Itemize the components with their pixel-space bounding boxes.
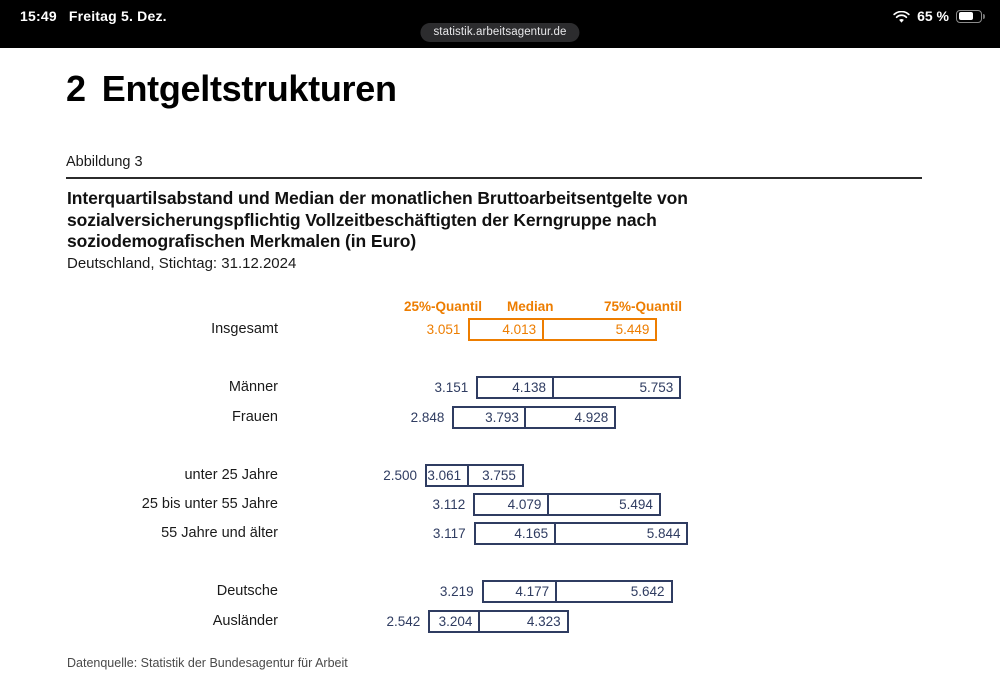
- status-bar-right: [893, 8, 982, 24]
- chart-row: [0, 522, 1000, 546]
- q75-box: [552, 376, 682, 399]
- battery-percent-label: 65 %: [917, 8, 949, 24]
- chapter-number: 2: [66, 68, 86, 109]
- q25-value: 3.151: [434, 380, 469, 395]
- q75-value: 4.928: [574, 410, 609, 425]
- q75-box: [547, 493, 661, 516]
- median-value: 4.013: [502, 322, 537, 337]
- row-label: Männer: [228, 379, 278, 395]
- row-label: 55 Jahre und älter: [161, 525, 278, 541]
- q25-value: 3.117: [432, 526, 466, 541]
- chart-row: [0, 610, 1000, 634]
- battery-fill: [959, 12, 974, 20]
- wifi-icon: [893, 11, 910, 24]
- q75-box: [478, 610, 569, 633]
- figure-title: Interquartilsabstand und Median der monatlichen Bruttoarbeitsentgelte von sozialversicherungspflichtig Vollzeitbeschäftigten der Kerngruppe nach soziodemografischen Merkmalen (in Euro): [67, 188, 688, 251]
- row-label: unter 25 Jahre: [184, 467, 278, 483]
- document-page: [0, 48, 1000, 689]
- legend-item: 25%-Quantil: [404, 299, 483, 314]
- chart-row: [0, 406, 1000, 430]
- legend-item: Median: [507, 299, 554, 314]
- status-bar: [0, 0, 1000, 48]
- median-value: 3.793: [485, 410, 519, 425]
- q75-value: 5.753: [639, 380, 674, 395]
- row-label: 25 bis unter 55 Jahre: [141, 496, 278, 512]
- median-box: [468, 318, 544, 341]
- q75-value: 5.494: [619, 497, 653, 512]
- q25-value: 3.051: [426, 322, 461, 337]
- row-label: Frauen: [232, 409, 278, 425]
- median-box: [452, 406, 526, 429]
- url-pill[interactable]: statistik.arbeitsagentur.de: [420, 23, 579, 42]
- legend-item: 75%-Quantil: [604, 299, 683, 314]
- q75-box: [555, 580, 673, 603]
- clock: 15:49: [20, 8, 57, 24]
- chart-row: [0, 318, 1000, 342]
- median-value: 3.061: [427, 468, 462, 483]
- q75-value: 4.323: [526, 614, 561, 629]
- chart-row: [0, 376, 1000, 400]
- median-value: 4.079: [507, 497, 542, 512]
- date-label: Freitag 5. Dez.: [68, 8, 167, 24]
- chapter-title-text: Entgeltstrukturen: [101, 68, 397, 109]
- median-box: [482, 580, 557, 603]
- median-value: 3.204: [438, 614, 473, 629]
- q75-value: 5.449: [615, 322, 650, 337]
- q75-value: 5.844: [646, 526, 681, 541]
- boxplot-chart: [0, 48, 1000, 689]
- q25-value: 2.848: [410, 410, 445, 425]
- q25-value: 3.219: [439, 584, 474, 599]
- median-box: [473, 493, 549, 516]
- median-value: 4.138: [512, 380, 547, 395]
- median-value: 4.165: [514, 526, 549, 541]
- q75-box: [554, 522, 689, 545]
- q25-value: 2.542: [386, 614, 421, 629]
- figure-label: Abbildung 3: [66, 154, 143, 170]
- q25-value: 3.112: [432, 497, 466, 512]
- status-bar-left: [20, 8, 167, 24]
- battery-icon: [956, 10, 982, 23]
- figure-subtitle: Deutschland, Stichtag: 31.12.2024: [67, 255, 297, 272]
- median-box: [425, 464, 469, 487]
- q75-value: 3.755: [482, 468, 516, 483]
- chart-row: [0, 464, 1000, 488]
- source-note: Datenquelle: Statistik der Bundesagentur für Arbeit: [67, 656, 348, 670]
- q75-value: 5.642: [630, 584, 665, 599]
- median-value: 4.177: [515, 584, 550, 599]
- median-box: [476, 376, 554, 399]
- median-box: [474, 522, 557, 545]
- row-label: Ausländer: [212, 613, 278, 629]
- q75-box: [524, 406, 616, 429]
- chart-row: [0, 493, 1000, 517]
- q25-value: 2.500: [383, 468, 417, 483]
- median-box: [428, 610, 480, 633]
- chart-row: [0, 580, 1000, 604]
- q75-box: [467, 464, 524, 487]
- row-label: Deutsche: [216, 583, 278, 599]
- row-label: Insgesamt: [211, 321, 278, 337]
- q75-box: [542, 318, 658, 341]
